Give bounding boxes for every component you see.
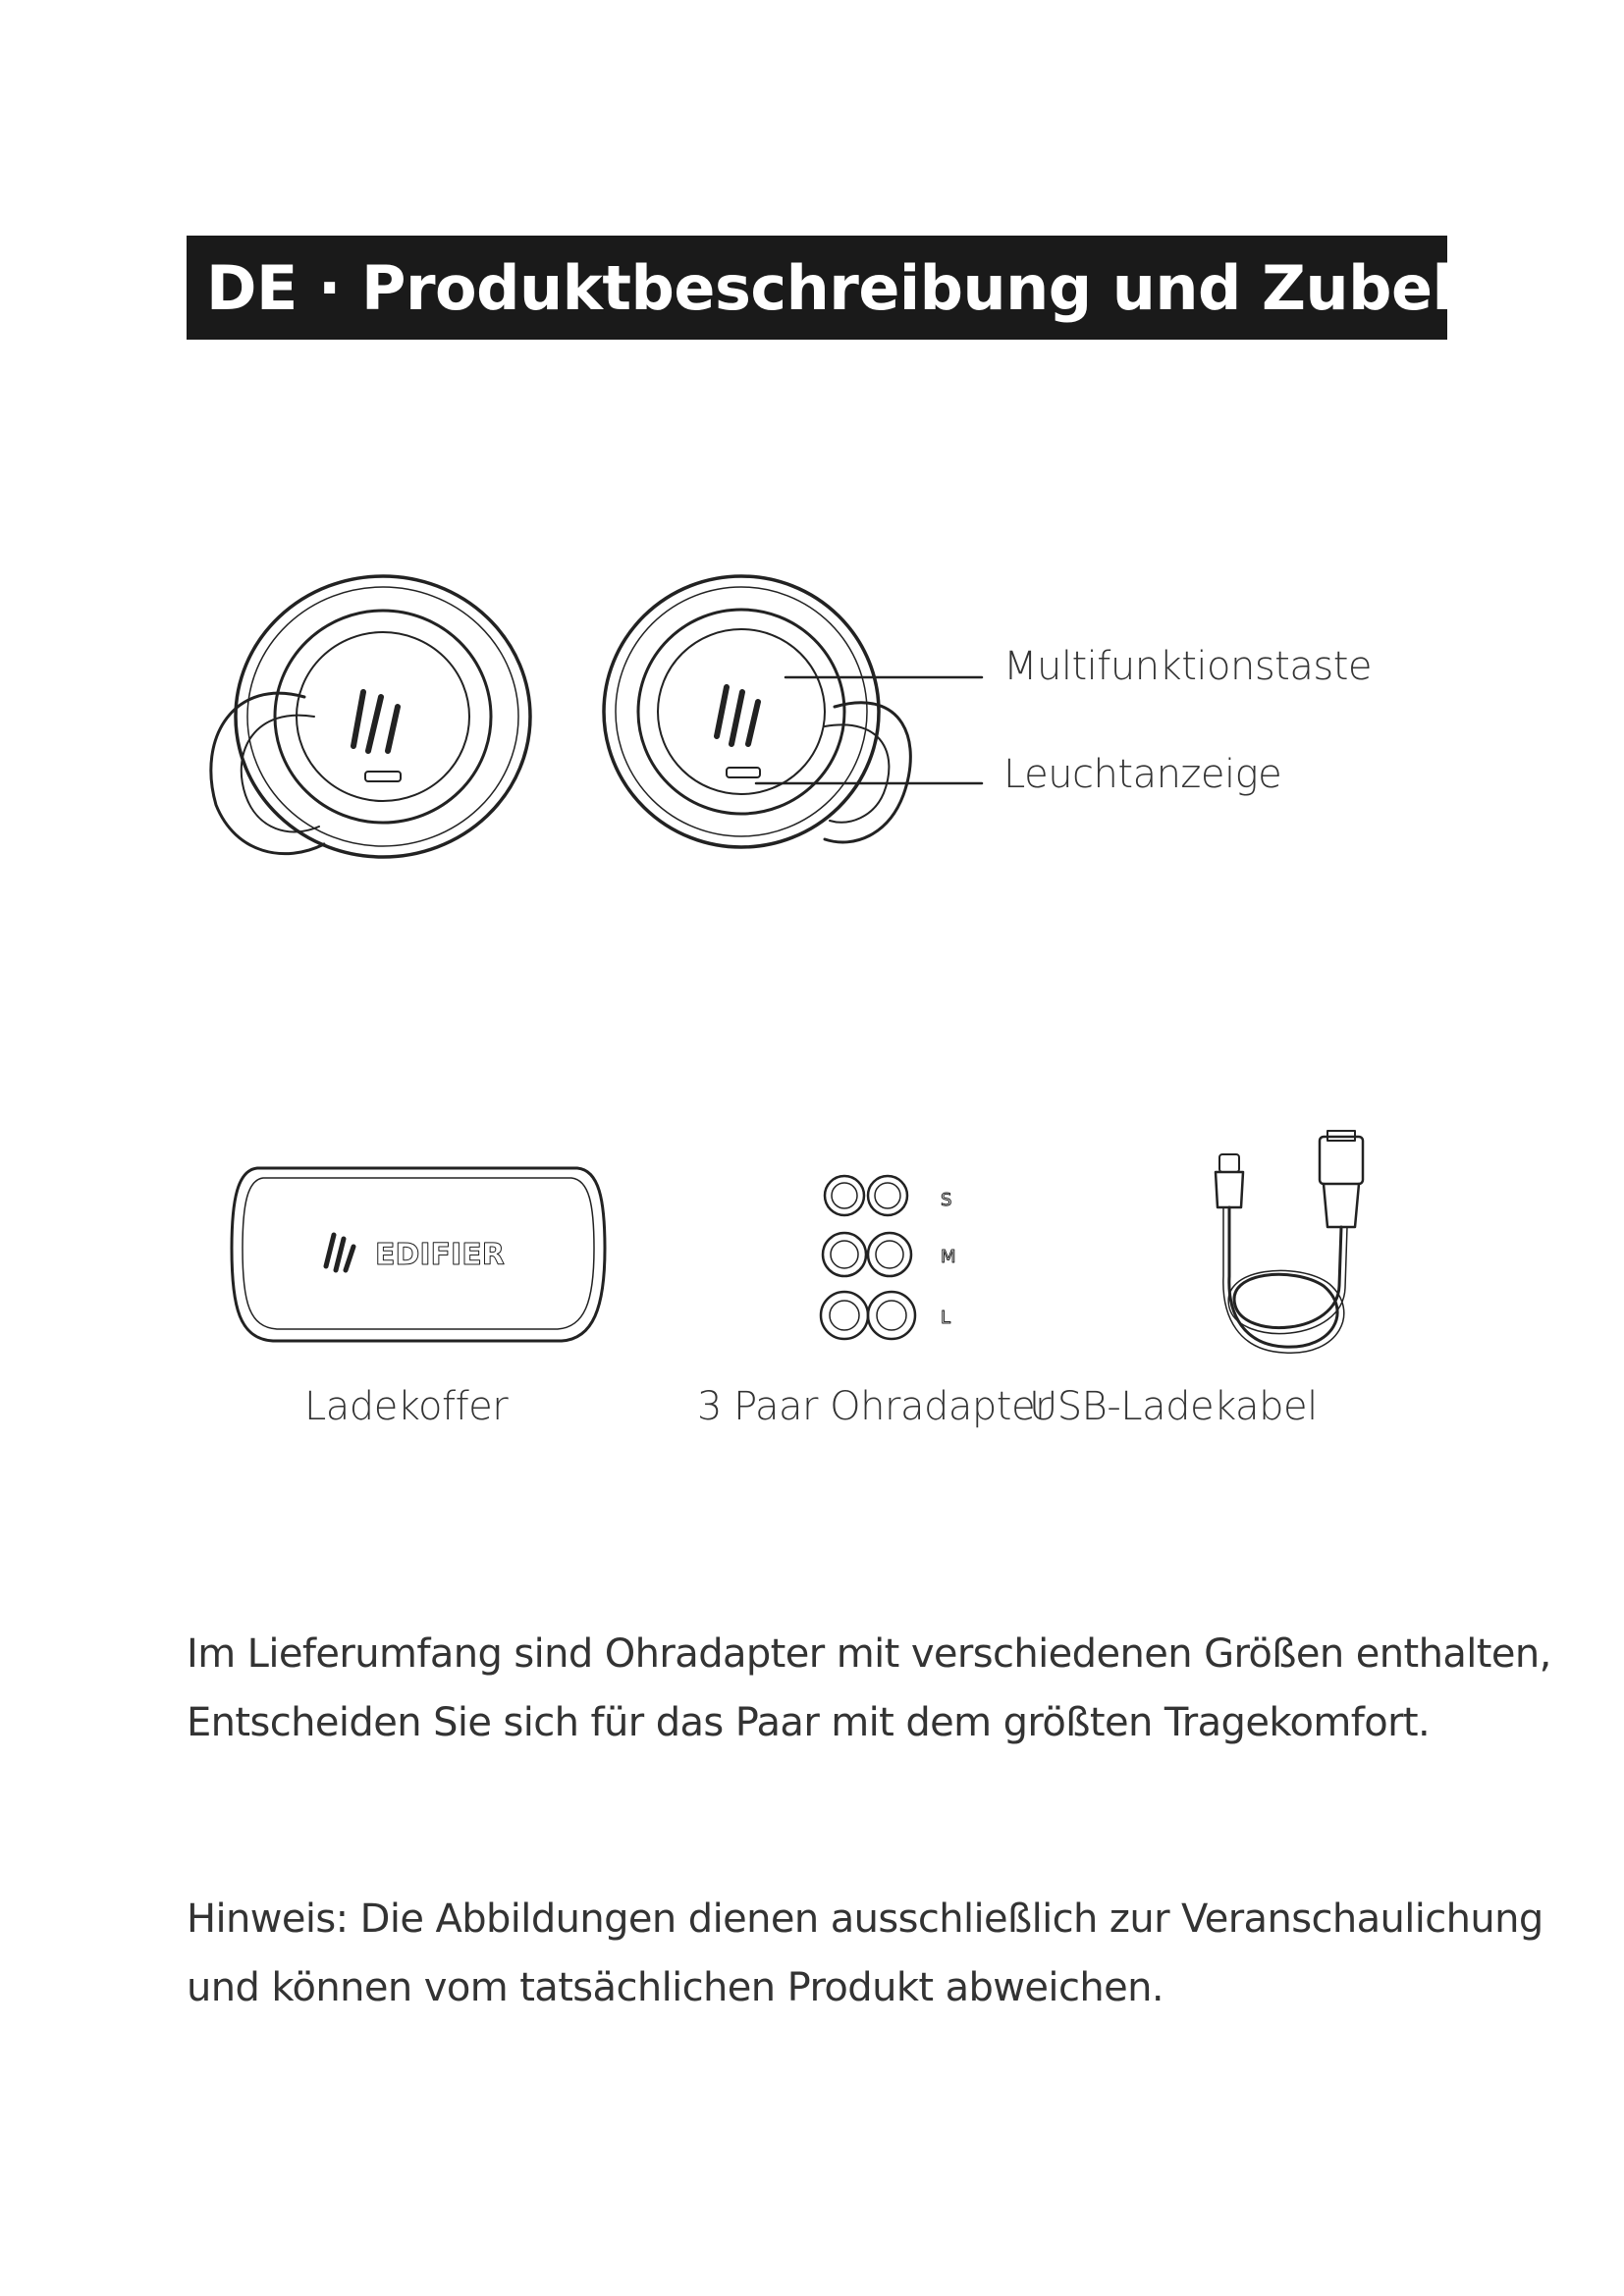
paragraph-line: Im Lieferumfang sind Ohradapter mit verschiedenen Größen enthalten,: [187, 1631, 1551, 1677]
page-title: DE · Produktbeschreibung und Zubehör: [206, 251, 1546, 324]
label-charging-case: Ladekoffer: [304, 1384, 509, 1429]
case-brand-logo: EDIFIER: [375, 1238, 505, 1272]
label-usb-cable: USB-Ladekabel: [1029, 1384, 1318, 1429]
ear-tip-size-m: M: [941, 1247, 956, 1267]
ear-tip-size-s: S: [941, 1190, 952, 1210]
right-earbud-icon: [604, 576, 910, 847]
paragraph-note: [187, 1885, 1543, 2022]
label-ear-tips: 3 Paar Ohradapter: [697, 1384, 1051, 1429]
note-line: Hinweis: Die Abbildungen dienen ausschließlich zur Veranschaulichung: [187, 1896, 1543, 1942]
section-title-bar: [187, 236, 1546, 340]
callout-label-led: Leuchtanzeige: [1003, 752, 1282, 797]
note-line: und können vom tatsächlichen Produkt abweichen.: [187, 1965, 1164, 2010]
charging-case-icon: [228, 1160, 607, 1347]
left-earbud-icon: [211, 576, 530, 857]
ear-tips-icon: [815, 1166, 982, 1353]
ear-tip-size-l: L: [941, 1308, 951, 1328]
paragraph-ear-tips-info: [187, 1620, 1551, 1757]
earbuds-illustration: [196, 569, 1178, 883]
paragraph-line: Entscheiden Sie sich für das Paar mit dem größten Tragekomfort.: [187, 1700, 1431, 1745]
callout-label-multifunction: Multifunktionstaste: [1003, 644, 1373, 689]
usb-cable-icon: [1206, 1129, 1402, 1355]
